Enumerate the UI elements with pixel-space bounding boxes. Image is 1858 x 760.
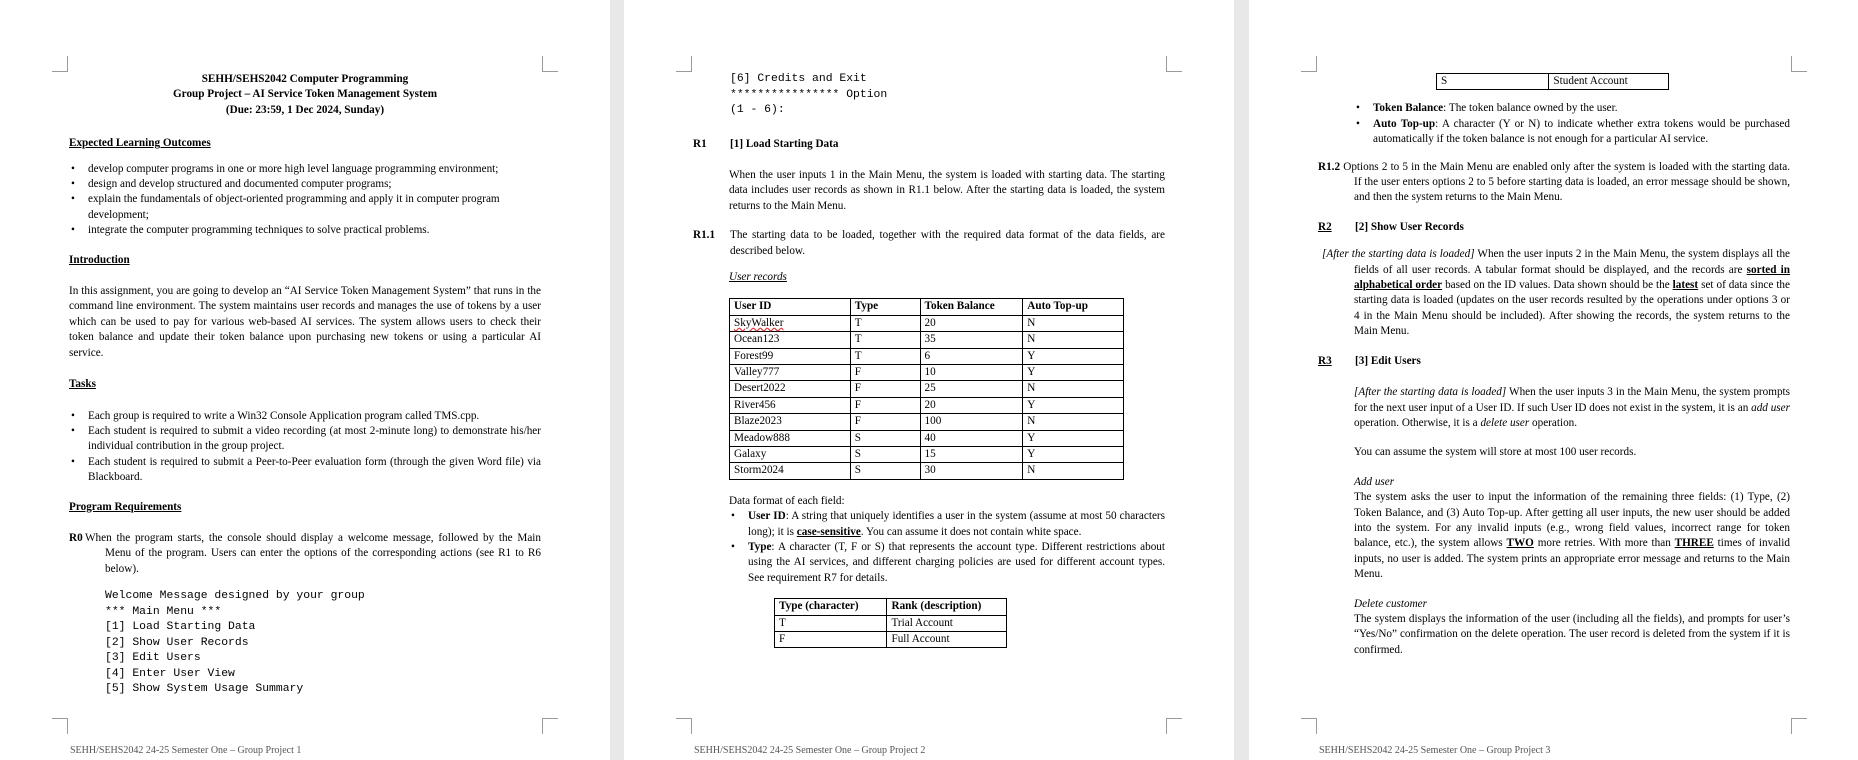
table-row <box>730 315 1124 331</box>
user-records-label: User records <box>729 270 787 283</box>
list-item: • explain the fundamentals of object-oriented programming and apply it in computer program development; <box>69 192 541 223</box>
table-cell: F <box>850 397 920 413</box>
account-type-table <box>774 598 1007 648</box>
table-cell: 30 <box>920 463 1023 479</box>
table-cell: Valley777 <box>730 364 851 380</box>
margin-corner-mark <box>1301 718 1317 734</box>
table-cell: Blaze2023 <box>730 414 851 430</box>
elo-heading: Expected Learning Outcomes <box>69 137 211 150</box>
table-cell: S <box>850 430 920 446</box>
margin-corner-mark <box>676 56 692 72</box>
r2-title: [2] Show User Records <box>1355 220 1464 233</box>
table-cell: 10 <box>920 364 1023 380</box>
table-cell: Y <box>1023 364 1124 380</box>
table-row <box>730 447 1124 463</box>
table-row <box>775 615 1007 631</box>
r1-paragraph: When the user inputs 1 in the Main Menu, the system is loaded with starting data. The starting data includes user records as shown in R1.1 below. After the starting data is loaded, the system returns to the Main Menu. <box>729 168 1165 212</box>
requirement-r3-heading <box>1318 354 1790 369</box>
r3-label: R3 <box>1318 354 1332 367</box>
latest-emphasis: latest <box>1672 279 1699 292</box>
field-description: : A character (Y or N) to indicate whether extra tokens would be purchased automatically if the token balance is not enough for a particular AI service. <box>1373 117 1790 146</box>
table-cell: 6 <box>920 348 1023 364</box>
table-cell: 35 <box>920 332 1023 348</box>
table-cell: Student Account <box>1549 74 1669 90</box>
field-label: User ID <box>748 510 786 523</box>
column-header: Auto Top-up <box>1023 299 1124 315</box>
field-label: Auto Top-up <box>1373 117 1436 130</box>
margin-corner-mark <box>676 718 692 734</box>
table-cell: Desert2022 <box>730 381 851 397</box>
requirement-r0 <box>69 531 541 577</box>
table-cell: S <box>850 463 920 479</box>
document-title <box>69 72 541 118</box>
field-format-list <box>693 509 1165 586</box>
table-row <box>730 364 1124 380</box>
field-description: : A character (T, F or S) that represents the account type. Different restrictions about using the AI services, and different charging policies are used for different account types. See requirement R7 for details. <box>748 541 1165 584</box>
table-row <box>730 348 1124 364</box>
table-cell: SkyWalker <box>730 315 851 331</box>
requirements-heading: Program Requirements <box>69 500 182 513</box>
elo-list <box>69 162 541 239</box>
r0-label: R0 <box>69 531 83 544</box>
table-row <box>1437 74 1669 90</box>
account-type-table-continued <box>1436 73 1669 90</box>
r3-title: [3] Edit Users <box>1355 354 1421 367</box>
table-cell: T <box>850 315 920 331</box>
field-auto-topup-item <box>1354 117 1790 148</box>
table-cell: Galaxy <box>730 447 851 463</box>
requirement-r1-heading <box>693 137 1165 152</box>
column-header: Type <box>850 299 920 315</box>
field-userid-item <box>729 509 1165 540</box>
list-item: • Each group is required to write a Win32 Console Application program called TMS.cpp. <box>69 409 541 424</box>
table-cell: F <box>850 381 920 397</box>
table-row <box>730 332 1124 348</box>
table-cell: N <box>1023 414 1124 430</box>
margin-corner-mark <box>1791 718 1807 734</box>
console-line: [5] Show System Usage Summary <box>105 683 304 696</box>
r2-paragraph <box>1318 247 1790 339</box>
r2-text: based on the ID values. Data shown should be the <box>1442 279 1673 292</box>
page-1-body <box>69 72 541 698</box>
r3-text: When the user inputs 3 in the Main Menu, the system prompts for the next user input of a User ID. If such User ID does not exist in the system, it is an <box>1354 386 1790 414</box>
intro-heading: Introduction <box>69 253 130 266</box>
margin-corner-mark <box>1301 56 1317 72</box>
r1-1-text: The starting data to be loaded, together with the required data format of the data fields, are described below. <box>730 229 1165 257</box>
page-3-body <box>1318 73 1790 658</box>
console-line: Welcome Message designed by your group <box>105 590 365 603</box>
field-format-list-continued <box>1318 101 1790 147</box>
r2-text: set of data since the starting data is loaded (updates on the user records resulted by the operations under options 3 or 4 in the Main Menu should be included). After showing the records, the system returns to the Main Menu. <box>1354 279 1790 338</box>
r1-2-label: R1.2 <box>1318 160 1341 173</box>
table-cell: S <box>1437 74 1549 90</box>
field-token-balance-item <box>1354 101 1790 116</box>
due-date: (Due: 23:59, 1 Dec 2024, Sunday) <box>225 103 385 116</box>
table-cell: T <box>850 332 920 348</box>
table-cell: S <box>850 447 920 463</box>
three-emphasis: THREE <box>1674 537 1714 550</box>
intro-paragraph: In this assignment, you are going to develop an “AI Service Token Management System” that runs in the command line environment. The system maintains user records and manages the use of tokens by a user which can be used to pay for various web-based AI services. The system allows users to check their token balance and update their token balance upon purchasing new tokens or using a particular AI service. <box>69 285 541 359</box>
add-user-text: more retries. With more than <box>1533 537 1675 550</box>
list-item: • Each student is required to submit a video recording (at most 2-minute long) to demonstrate his/her individual contribution in the group project. <box>69 424 541 455</box>
field-description: : The token balance owned by the user. <box>1443 102 1618 115</box>
table-row <box>730 430 1124 446</box>
data-format-heading: Data format of each field: <box>729 494 845 507</box>
r2-label: R2 <box>1318 220 1332 233</box>
r3-precondition: [After the starting data is loaded] <box>1354 386 1507 399</box>
table-row <box>730 463 1124 479</box>
r2-text: When the user inputs 2 in the Main Menu, the system displays all the fields of all user records. A tabular format should be displayed, and the records are <box>1354 248 1791 276</box>
column-header: User ID <box>730 299 851 315</box>
r2-precondition: [After the starting data is loaded] <box>1322 248 1475 261</box>
delete-customer-paragraph: The system displays the information of the user (including all the fields), and prompts for user’s “Yes/No” confirmation on the delete operation. The user record is deleted from the system if it is confirmed. <box>1354 612 1790 656</box>
table-cell: N <box>1023 315 1124 331</box>
document-page-3 <box>1249 0 1858 760</box>
console-line: **************** Option <box>730 88 888 101</box>
console-menu-block <box>69 589 541 698</box>
table-header-row <box>775 599 1007 615</box>
table-cell: N <box>1023 381 1124 397</box>
table-cell: T <box>775 615 887 631</box>
column-header: Type (character) <box>775 599 887 615</box>
console-line: [4] Enter User View <box>105 667 235 680</box>
table-cell: N <box>1023 463 1124 479</box>
course-title: SEHH/SEHS2042 Computer Programming <box>201 73 409 85</box>
r1-1-label: R1.1 <box>693 229 716 242</box>
page-footer: SEHH/SEHS2042 24-25 Semester One – Group Project 1 <box>70 745 302 756</box>
project-title: Group Project – AI Service Token Management System <box>172 88 438 101</box>
console-line: [1] Load Starting Data <box>105 621 256 634</box>
table-cell: 25 <box>920 381 1023 397</box>
add-user-heading: Add user <box>1354 475 1395 488</box>
column-header: Rank (description) <box>887 599 1007 615</box>
margin-corner-mark <box>52 718 68 734</box>
margin-corner-mark <box>1166 56 1182 72</box>
table-cell: Y <box>1023 430 1124 446</box>
console-line: [6] Credits and Exit <box>730 73 867 85</box>
requirement-r1-2 <box>1318 160 1790 206</box>
field-description: : A string that uniquely identifies a user in the system (assume at most 50 characters long); it is <box>748 510 1165 538</box>
table-cell: F <box>775 632 887 648</box>
table-cell: Y <box>1023 447 1124 463</box>
r3-assumption: You can assume the system will store at most 100 user records. <box>1354 446 1637 459</box>
delete-customer-heading: Delete customer <box>1354 597 1428 610</box>
r3-text: operation. <box>1529 416 1578 429</box>
table-cell: Full Account <box>887 632 1007 648</box>
r1-label: R1 <box>693 137 707 150</box>
console-line: *** Main Menu *** <box>105 605 222 618</box>
table-cell: Y <box>1023 348 1124 364</box>
r1-2-text: Options 2 to 5 in the Main Menu are enabled only after the system is loaded with the starting data. If the user enters options 2 to 5 before starting data is loaded, an error message should be shown, and then the system returns to the Main Menu. <box>1343 160 1790 204</box>
table-cell: 20 <box>920 315 1023 331</box>
field-label: Type <box>748 541 772 554</box>
list-item: • develop computer programs in one or more high level language programming environment; <box>69 162 541 177</box>
r0-text: When the program starts, the console should display a welcome message, followed by the Main Menu of the program. Users can enter the options of the corresponding actions (see R1 to R6 below). <box>85 531 541 575</box>
table-cell: Forest99 <box>730 348 851 364</box>
delete-user-term: delete user <box>1480 416 1530 429</box>
tasks-list <box>69 409 541 486</box>
document-page-1 <box>0 0 610 760</box>
table-cell: 100 <box>920 414 1023 430</box>
margin-corner-mark <box>1791 56 1807 72</box>
table-cell: River456 <box>730 397 851 413</box>
console-line: [3] Edit Users <box>105 652 201 665</box>
field-type-item <box>729 540 1165 586</box>
table-cell: T <box>850 348 920 364</box>
case-sensitive-emphasis: case-sensitive <box>796 525 861 538</box>
requirement-r1-1 <box>693 228 1165 259</box>
table-cell: Storm2024 <box>730 463 851 479</box>
page-footer: SEHH/SEHS2042 24-25 Semester One – Group Project 3 <box>1319 745 1551 756</box>
add-user-paragraph <box>1318 490 1790 582</box>
table-cell: 15 <box>920 447 1023 463</box>
add-user-term: add user <box>1751 401 1790 414</box>
list-item: • integrate the computer programming techniques to solve practical problems. <box>69 223 541 238</box>
page-2-body <box>693 72 1165 648</box>
field-label: Token Balance <box>1373 102 1444 115</box>
two-emphasis: TWO <box>1506 537 1534 550</box>
margin-corner-mark <box>52 56 68 72</box>
requirement-r2-heading <box>1318 220 1790 235</box>
page-footer: SEHH/SEHS2042 24-25 Semester One – Group Project 2 <box>694 745 926 756</box>
table-row <box>730 397 1124 413</box>
table-row <box>730 414 1124 430</box>
user-records-table <box>729 298 1124 479</box>
r3-text: operation. Otherwise, it is a <box>1354 416 1481 429</box>
table-cell: Ocean123 <box>730 332 851 348</box>
list-item: • design and develop structured and documented computer programs; <box>69 177 541 192</box>
table-cell: 40 <box>920 430 1023 446</box>
margin-corner-mark <box>1166 718 1182 734</box>
tasks-heading: Tasks <box>69 378 96 391</box>
table-cell: F <box>850 364 920 380</box>
sorted-emphasis: sorted in alphabetical order <box>1354 263 1790 292</box>
margin-corner-mark <box>542 718 558 734</box>
document-page-2 <box>624 0 1234 760</box>
list-item: • Each student is required to submit a Peer-to-Peer evaluation form (through the given Word file) via Blackboard. <box>69 455 541 486</box>
console-line: [2] Show User Records <box>105 636 249 649</box>
add-user-text: times of invalid inputs, no user is added. The system prints an appropriate error message and returns to the Main Menu. <box>1354 537 1790 581</box>
r3-paragraph <box>1318 385 1790 431</box>
table-header-row <box>730 299 1124 315</box>
table-cell: 20 <box>920 397 1023 413</box>
column-header: Token Balance <box>920 299 1023 315</box>
table-cell: Meadow888 <box>730 430 851 446</box>
margin-corner-mark <box>542 56 558 72</box>
console-menu-block <box>693 72 1165 119</box>
add-user-text: The system asks the user to input the information of the remaining three fields: (1) Type, (2) Token Balance, and (3) Auto Top-up. After getting all user inputs, the new user should be added into the system. For any invalid inputs (e.g., wrong field values, incorrect range for token balance, etc.), the system allows <box>1354 491 1790 550</box>
table-cell: Trial Account <box>887 615 1007 631</box>
field-description-tail: . You can assume it does not contain white space. <box>860 525 1082 538</box>
table-row <box>775 632 1007 648</box>
console-line: (1 - 6): <box>730 104 785 116</box>
r1-title: [1] Load Starting Data <box>730 137 839 150</box>
table-row <box>730 381 1124 397</box>
table-cell: F <box>850 414 920 430</box>
table-cell: N <box>1023 332 1124 348</box>
table-cell: Y <box>1023 397 1124 413</box>
